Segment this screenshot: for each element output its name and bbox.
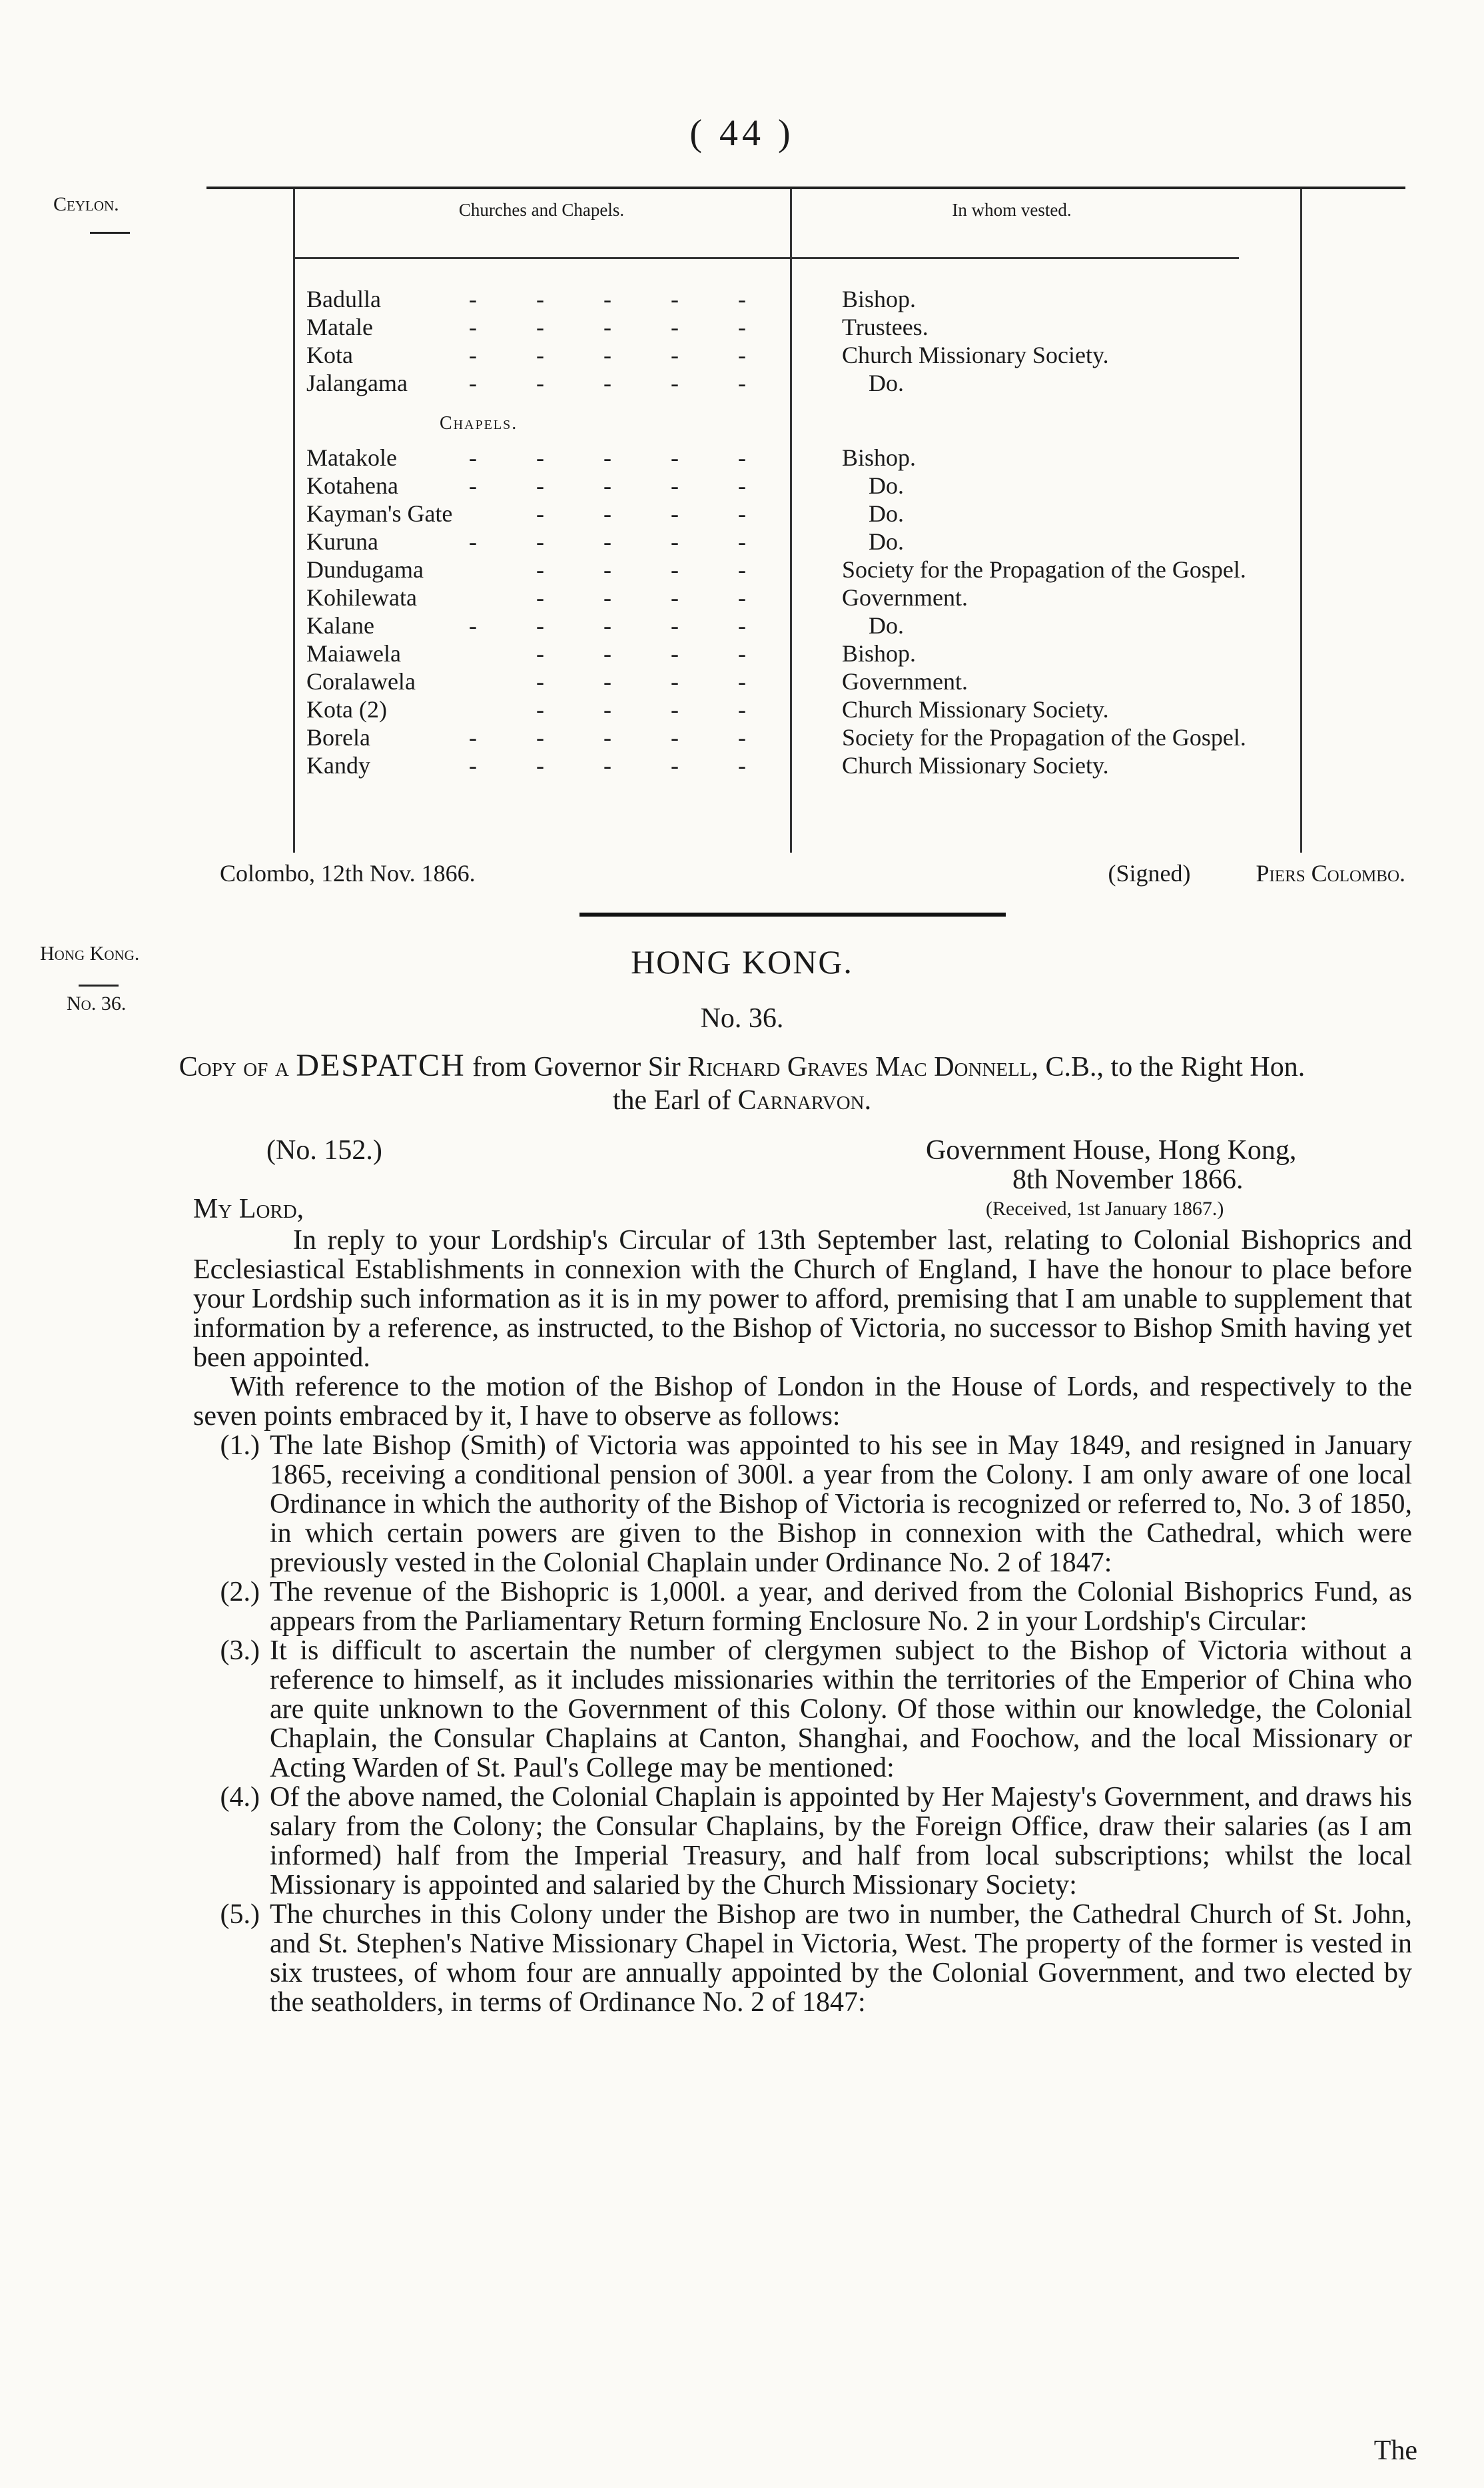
chapel-name: Kuruna — [306, 528, 378, 555]
section-divider — [579, 913, 1006, 917]
church-name: Jalangama — [306, 370, 408, 396]
vested-value: Government. — [842, 584, 968, 611]
church-name: Badulla — [306, 286, 381, 312]
list-item: (3.) It is difficult to ascertain the number of clergymen subject to the Bishop of Victoria without a reference to himself, as it includes missionaries within the territories of the Emperior of China who are quite unknown to the Government of this Colony. Of those within our knowledge, the Colonial Chaplain, the Consular Chaplains at Canton, Shanghai, and Foochow, and the local Missionary or Acting Warden of St. Paul's College may be mentioned: — [220, 1635, 1412, 1783]
despatch-number: No. 36. — [700, 1003, 784, 1034]
side-label-number: No. 36. — [67, 993, 127, 1015]
vested-value: Do. — [869, 472, 904, 499]
table-row: Borela - - - - - Society for the Propagation of the Gospel. — [306, 724, 1246, 751]
vested-value: Trustees. — [842, 314, 928, 340]
section-title: HONG KONG. — [631, 943, 853, 981]
address-line1: Government House, Hong Kong, — [926, 1135, 1297, 1166]
chapel-name: Kota (2) — [306, 696, 387, 723]
despatch-caption: Copy of a DESPATCH from Governor Sir Richard Graves Mac Donnell, C.B., to the Right Hon. the Earl of Carnarvon. — [179, 1048, 1305, 1116]
table-row: Maiawela - - - - Bishop. — [306, 640, 917, 667]
chapel-name: Kalane — [306, 612, 374, 639]
table-row: Kayman's Gate - - - - Do. — [306, 500, 904, 527]
catchword: The — [1373, 2435, 1417, 2466]
vested-value: Church Missionary Society. — [842, 696, 1109, 723]
chapel-name: Maiawela — [306, 640, 401, 667]
ceylon-table-body — [306, 285, 1305, 779]
header-rule — [293, 257, 1239, 259]
vested-value: Bishop. — [842, 444, 917, 471]
header-vested: In whom vested. — [952, 200, 1072, 220]
list-item: (2.) The revenue of the Bishopric is 1,000l. a year, and derived from the Colonial Bishoprics Fund, as appears from the Parliamentary Return forming Enclosure No. 2 in your Lordship's Circular: — [220, 1577, 1412, 1637]
side-label-ceylon: Ceylon. — [53, 193, 119, 215]
vested-value: Government. — [842, 668, 968, 695]
signed-label: (Signed) — [1108, 860, 1191, 887]
table-row: Dundugama - - - - Society for the Propagation of the Gospel. — [306, 556, 1246, 583]
place-date: Colombo, 12th Nov. 1866. — [220, 860, 476, 887]
header-churches: Churches and Chapels. — [458, 200, 625, 220]
table-row: Kota - - - - - Church Missionary Society. — [306, 342, 1109, 368]
table-row: Kuruna - - - - - Do. — [306, 528, 904, 555]
vested-value: Bishop. — [842, 286, 917, 312]
vested-value: Church Missionary Society. — [842, 342, 1109, 368]
side-rule — [79, 985, 119, 987]
vested-value: Church Missionary Society. — [842, 752, 1109, 779]
vested-value: Do. — [869, 612, 904, 639]
table-row: Kotahena - - - - - Do. — [306, 472, 904, 499]
paragraph-2: With reference to the motion of the Bishop of London in the House of Lords, and respectively to the seven points embraced by it, I have to observe as follows: — [193, 1372, 1412, 1432]
table-row: Kohilewata - - - - Government. — [306, 584, 968, 611]
vested-value: Do. — [869, 528, 904, 555]
vested-value: Bishop. — [842, 640, 917, 667]
despatch-body — [193, 1226, 1412, 2017]
list-item: (5.) The churches in this Colony under the Bishop are two in number, the Cathedral Church of St. John, and St. Stephen's Native Missionary Chapel in Victoria, West. The property of the former is vested in six trustees, of whom four are annually appointed by the Colonial Government, and two elected by the seatholders, in terms of Ordinance No. 2 of 1847: — [220, 1899, 1412, 2018]
chapel-name: Coralawela — [306, 668, 416, 695]
table-row: Coralawela - - - - Government. — [306, 668, 968, 695]
table-row: Badulla - - - - - Bishop. — [306, 286, 917, 312]
page-number: ( 44 ) — [689, 113, 795, 154]
chapel-name: Kohilewata — [306, 584, 417, 611]
chapel-name: Kayman's Gate — [306, 500, 453, 527]
table-row: Matale - - - - - Trustees. — [306, 314, 928, 340]
signature-line — [220, 859, 1405, 887]
church-name: Kota — [306, 342, 353, 368]
table-row: Kota (2) - - - - Church Missionary Society. — [306, 696, 1109, 723]
chapel-name: Matakole — [306, 444, 397, 471]
table-row: Matakole - - - - - Bishop. — [306, 444, 917, 471]
signature: Piers Colombo. — [1256, 860, 1405, 887]
received-date: (Received, 1st January 1867.) — [986, 1198, 1224, 1220]
despatch-no: (No. 152.) — [266, 1135, 382, 1166]
chapels-heading: Chapels. — [440, 413, 518, 434]
table-row: Jalangama - - - - - Do. — [306, 370, 904, 396]
table-row: Kandy - - - - - Church Missionary Society. — [306, 752, 1109, 779]
chapel-name: Borela — [306, 724, 370, 751]
vested-value: Society for the Propagation of the Gospel. — [842, 556, 1246, 583]
table-row: Kalane - - - - - Do. — [306, 612, 904, 639]
salutation: My Lord, — [193, 1194, 304, 1224]
vested-value: Society for the Propagation of the Gospel. — [842, 724, 1246, 751]
table-top-rule — [206, 187, 1405, 189]
side-label-hongkong: Hong Kong. — [40, 943, 140, 965]
church-name: Matale — [306, 314, 373, 340]
side-rule — [90, 232, 130, 234]
vested-value: Do. — [869, 500, 904, 527]
chapel-name: Kotahena — [306, 472, 398, 499]
vested-value: Do. — [869, 370, 904, 396]
chapel-name: Kandy — [306, 752, 370, 779]
chapel-name: Dundugama — [306, 556, 424, 583]
list-item: (4.) Of the above named, the Colonial Chaplain is appointed by Her Majesty's Government, and draws his salary from the Colony; the Consular Chaplains, by the Foreign Office, draw their salaries (as I am informed) half from the Imperial Treasury, and half from local subscriptions; whilst the local Missionary is appointed and salaried by the Church Missionary Society: — [220, 1782, 1412, 1900]
despatch-header — [193, 1135, 1412, 1224]
table-left-border — [293, 189, 295, 853]
list-item: (1.) The late Bishop (Smith) of Victoria was appointed to his see in May 1849, and resigned in January 1865, receiving a conditional pension of 300l. a year from the Colony. I am only aware of one local Ordinance in which the authority of the Bishop of Victoria is recognized or referred to, No. 3 of 1850, in which certain powers are given to the Bishop in connexion with the Cathedral, which were previously vested in the Colonial Chaplain under Ordinance No. 2 of 1847: — [220, 1430, 1412, 1578]
paragraph-1: In reply to your Lordship's Circular of 13th September last, relating to Colonial Bishoprics and Ecclesiastical Establishments in connexion with the Church of England, I have the honour to place before your Lordship such information as it is in my power to afford, premising that I am unable to supplement that information by a reference, as instructed, to the Bishop of Victoria, no successor to Bishop Smith having yet been appointed. — [193, 1225, 1412, 1373]
address-line2: 8th November 1866. — [1012, 1164, 1244, 1195]
